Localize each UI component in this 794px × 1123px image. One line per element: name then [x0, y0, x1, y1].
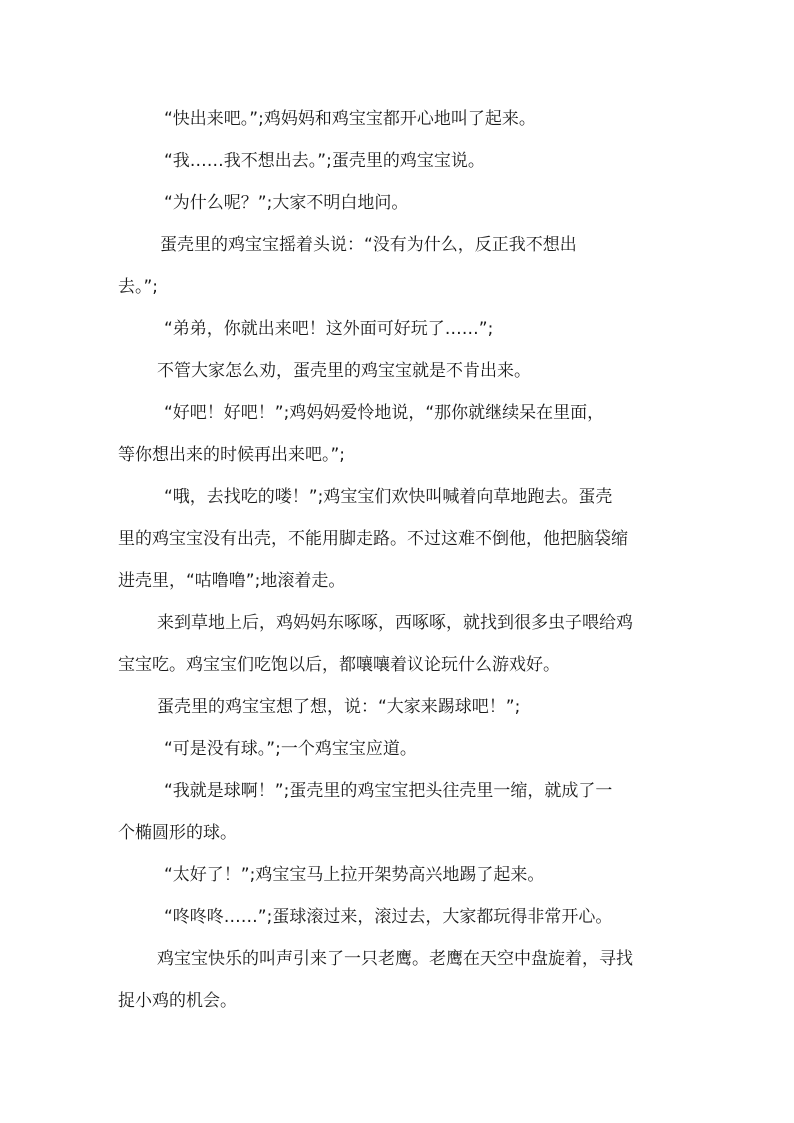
text-line: “快出来吧。”;鸡妈妈和鸡宝宝都开心地叫了起来。 — [164, 109, 536, 129]
text-line: 鸡宝宝快乐的叫声引来了一只老鹰。老鹰在天空中盘旋着，寻找 — [157, 949, 633, 969]
text-line: “太好了！”;鸡宝宝马上拉开架势高兴地踢了起来。 — [164, 865, 545, 885]
text-line: 进壳里，“咕噜噜”;地滚着走。 — [118, 571, 346, 591]
text-line: 蛋壳里的鸡宝宝想了想，说：“大家来踢球吧！”; — [157, 697, 521, 717]
text-line: 宝宝吃。鸡宝宝们吃饱以后，都嚷嚷着议论玩什么游戏好。 — [118, 655, 560, 675]
text-line: 捉小鸡的机会。 — [118, 991, 237, 1011]
text-line: “好吧！好吧！”;鸡妈妈爱怜地说，“那你就继续呆在里面， — [164, 403, 605, 423]
text-line: “弟弟，你就出来吧！这外面可好玩了……”; — [164, 319, 494, 339]
text-line: “咚咚咚……”;蛋球滚过来，滚过去，大家都玩得非常开心。 — [164, 907, 613, 927]
text-line: 蛋壳里的鸡宝宝摇着头说：“没有为什么，反正我不想出 — [160, 235, 577, 255]
text-line: 不管大家怎么劝，蛋壳里的鸡宝宝就是不肯出来。 — [157, 361, 531, 381]
text-line: “哦，去找吃的喽！”;鸡宝宝们欢快叫喊着向草地跑去。蛋壳 — [164, 487, 613, 507]
text-line: 去。”; — [118, 277, 159, 297]
text-line: 里的鸡宝宝没有出壳，不能用脚走路。不过这难不倒他，他把脑袋缩 — [118, 529, 628, 549]
text-line: “我……我不想出去。”;蛋壳里的鸡宝宝说。 — [164, 151, 485, 171]
text-line: 等你想出来的时候再出来吧。”; — [118, 445, 346, 465]
text-line: “可是没有球。”;一个鸡宝宝应道。 — [164, 739, 417, 759]
text-line: 个椭圆形的球。 — [118, 823, 237, 843]
text-line: “为什么呢？”;大家不明白地问。 — [164, 193, 409, 213]
text-line: 来到草地上后，鸡妈妈东啄啄，西啄啄，就找到很多虫子喂给鸡 — [157, 613, 633, 633]
text-line: “我就是球啊！”;蛋壳里的鸡宝宝把头往壳里一缩，就成了一 — [164, 781, 613, 801]
